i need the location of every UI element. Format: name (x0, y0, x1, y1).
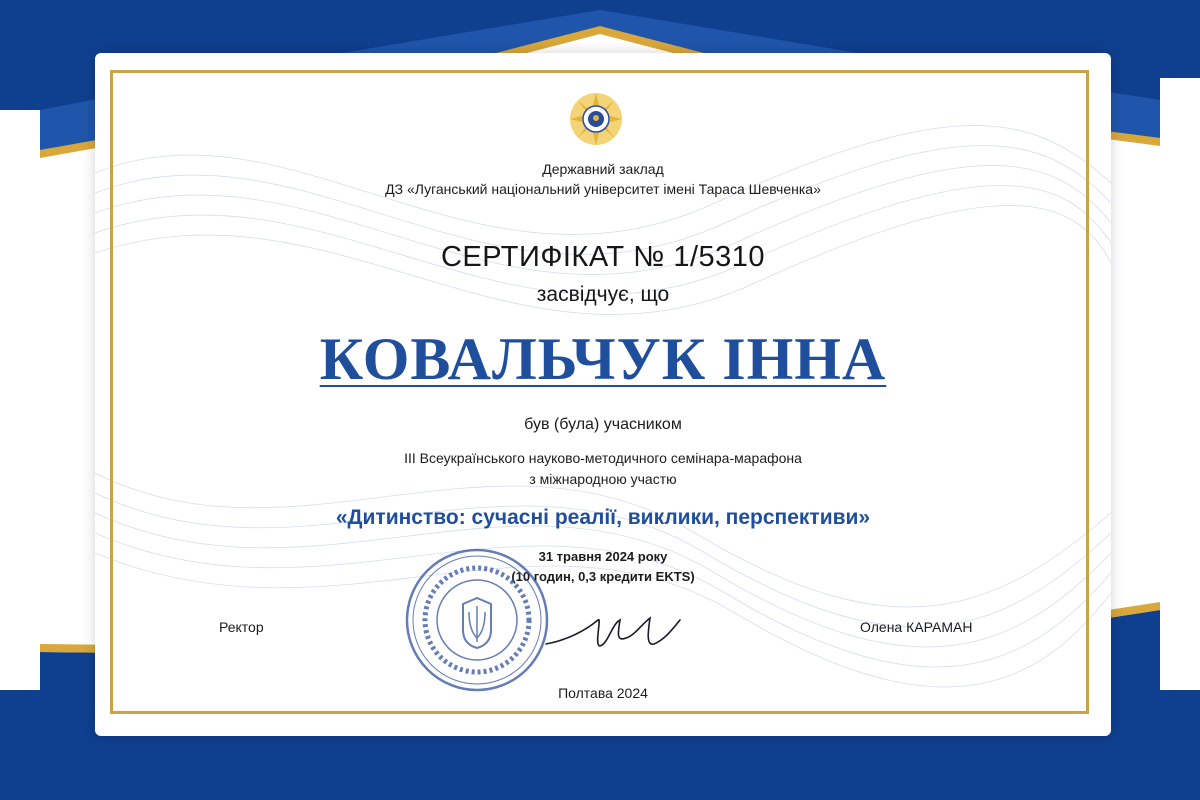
institution-name: ДЗ «Луганський національний університет імені Тараса Шевченка» (385, 181, 821, 197)
university-emblem-icon (568, 91, 624, 147)
event-name: ІІІ Всеукраїнського науково-методичного семінара-марафона (404, 450, 802, 466)
handwritten-signature (538, 606, 688, 656)
event-participation: з міжнародною участю (529, 471, 677, 487)
event-date: 31 травня 2024 року (538, 549, 668, 564)
signer-name: Олена КАРАМАН (860, 619, 973, 635)
recipient-name: КОВАЛЬЧУК ІННА (319, 326, 887, 392)
event-credits: (10 годин, 0,3 кредити EKTS) (511, 569, 695, 584)
certifies-text: засвідчує, що (536, 283, 670, 306)
participation-text: був (була) учасником (524, 416, 682, 433)
official-stamp-icon (403, 546, 551, 694)
certificate-content (95, 53, 1111, 736)
certificate-card (95, 53, 1111, 736)
event-topic: «Дитинство: сучасні реалії, виклики, перспективи» (335, 506, 871, 529)
institution-type: Державний заклад (542, 161, 664, 177)
city-year: Полтава 2024 (558, 685, 648, 701)
rector-label: Ректор (219, 619, 264, 635)
certificate-title: СЕРТИФІКАТ № 1/5310 (440, 241, 766, 273)
